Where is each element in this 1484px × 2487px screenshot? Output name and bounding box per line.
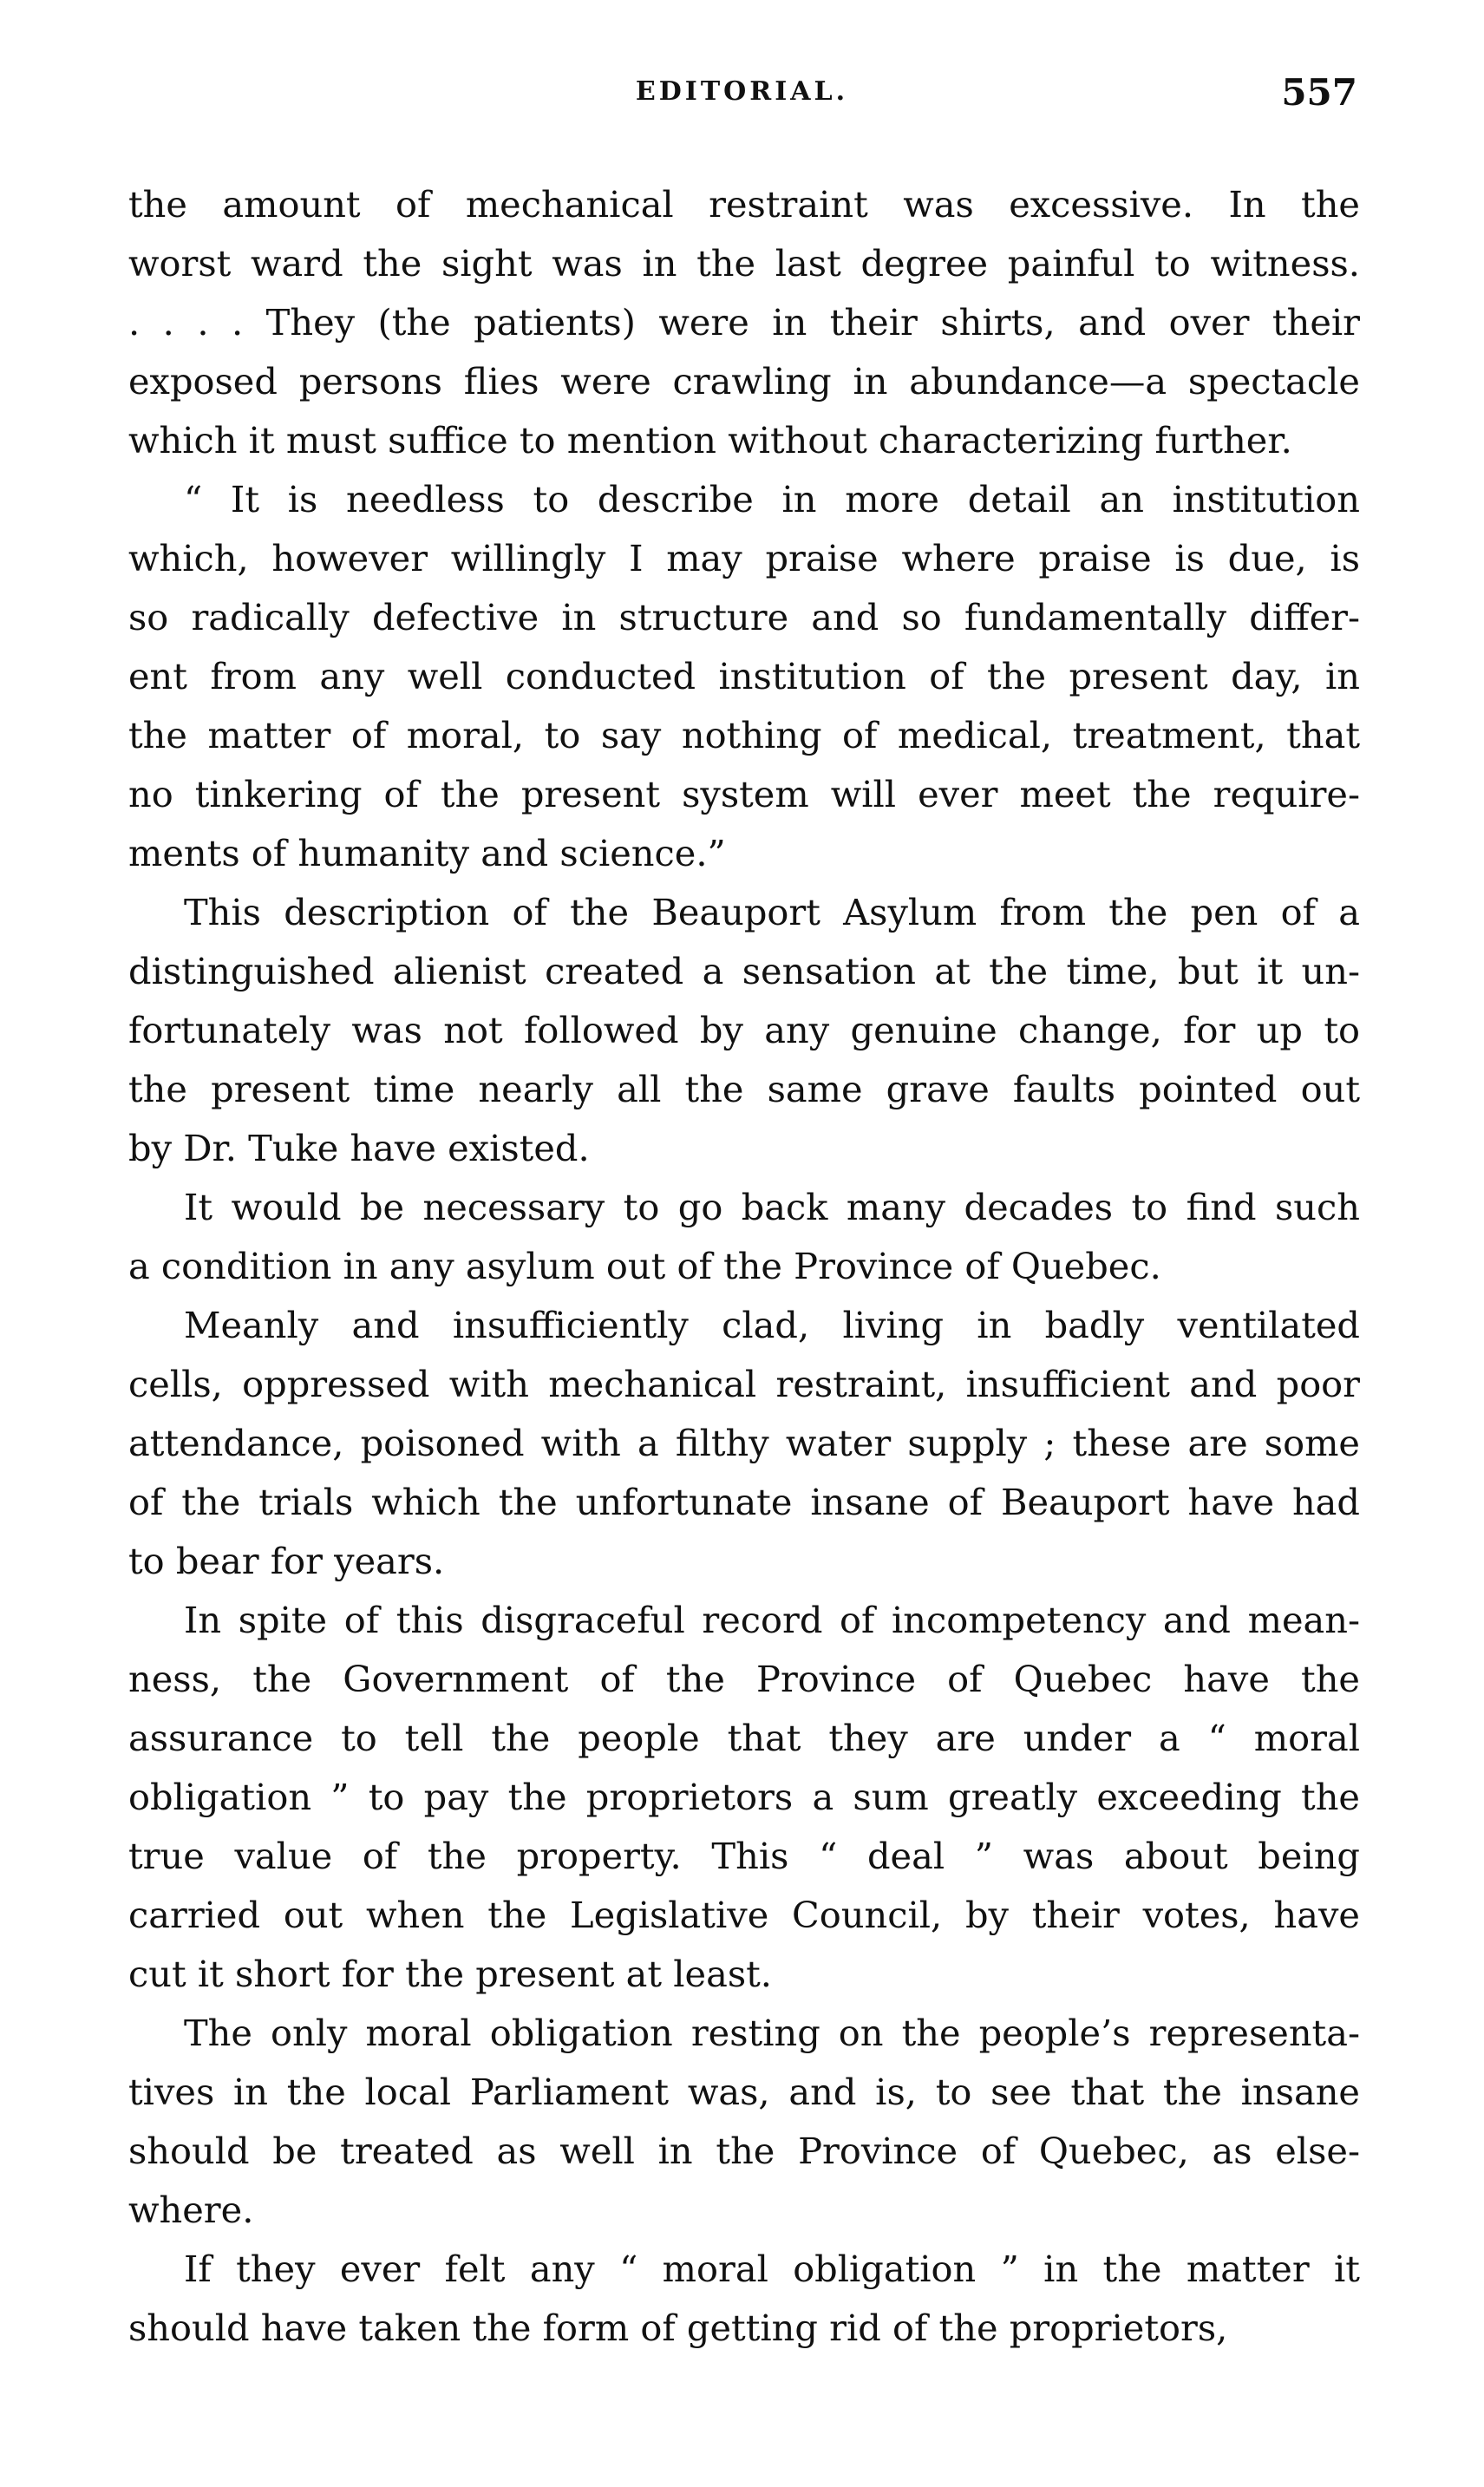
text-line: should be treated as well in the Province of Quebec, as else- — [128, 2130, 1360, 2172]
text-line: Meanly and insufficiently clad, living in badly ventilated — [184, 1304, 1360, 1346]
text-line: the amount of mechanical restraint was excessive. In the — [128, 183, 1360, 226]
running-head-title: EDITORIAL. — [635, 76, 849, 107]
text-line: should have taken the form of getting rid of the proprietors, — [128, 2307, 1228, 2349]
paragraph — [128, 470, 1360, 883]
text-line: so radically defective in structure and so fundamentally differ- — [128, 596, 1360, 638]
text-line: In spite of this disgraceful record of incompetency and mean- — [184, 1599, 1360, 1641]
text-line: If they ever felt any “ moral obligation ” in the matter it — [184, 2248, 1360, 2290]
text-line: attendance, poisoned with a filthy water supply ; these are some — [128, 1422, 1360, 1464]
text-line: true value of the property. This “ deal ” was about being — [128, 1835, 1360, 1877]
text-line: where. — [128, 2189, 254, 2231]
text-line: . . . . They (the patients) were in their shirts, and over their — [128, 301, 1360, 344]
text-line: It would be necessary to go back many decades to find such — [184, 1186, 1360, 1228]
text-line: the present time nearly all the same grave faults pointed out — [128, 1068, 1360, 1110]
text-line: of the trials which the unfortunate insane of Beauport have had — [128, 1481, 1360, 1523]
text-line: fortunately was not followed by any genuine change, for up to — [128, 1009, 1360, 1051]
paragraph — [128, 1178, 1360, 1296]
text-line: cells, oppressed with mechanical restraint, insufficient and poor — [128, 1363, 1360, 1405]
text-line: tives in the local Parliament was, and is, to see that the insane — [128, 2071, 1360, 2113]
text-line: This description of the Beauport Asylum from the pen of a — [184, 891, 1360, 933]
paragraph — [128, 2004, 1360, 2240]
text-line: exposed persons flies were crawling in abundance—a spectacle — [128, 360, 1360, 403]
text-line: ent from any well conducted institution of the present day, in — [128, 655, 1360, 697]
text-line: “ It is needless to describe in more detail an institution — [184, 478, 1360, 520]
text-line: cut it short for the present at least. — [128, 1953, 772, 1995]
text-line: carried out when the Legislative Council, by their votes, have — [128, 1894, 1360, 1936]
text-line: by Dr. Tuke have existed. — [128, 1127, 590, 1169]
paragraph — [128, 1296, 1360, 1591]
text-line: a condition in any asylum out of the Province of Quebec. — [128, 1245, 1161, 1287]
page-number: 557 — [1281, 71, 1357, 114]
text-line: distinguished alienist created a sensation at the time, but it un- — [128, 950, 1360, 992]
text-line: ments of humanity and science.” — [128, 832, 726, 874]
text-line: which, however willingly I may praise where praise is due, is — [128, 537, 1360, 579]
paragraph — [128, 1591, 1360, 2004]
body-text — [128, 175, 1360, 2358]
text-line: which it must suffice to mention without characterizing further. — [128, 419, 1292, 461]
text-line: The only moral obligation resting on the people’s representa- — [184, 2012, 1360, 2054]
text-line: obligation ” to pay the proprietors a sum greatly exceeding the — [128, 1776, 1360, 1818]
text-line: worst ward the sight was in the last degree painful to witness. — [128, 242, 1360, 285]
text-line: no tinkering of the present system will ever meet the require- — [128, 773, 1360, 815]
text-line: to bear for years. — [128, 1540, 445, 1582]
text-line: the matter of moral, to say nothing of medical, treatment, that — [128, 714, 1360, 756]
paragraph — [128, 2240, 1360, 2358]
text-line: ness, the Government of the Province of Quebec have the — [128, 1658, 1360, 1700]
text-line: assurance to tell the people that they are under a “ moral — [128, 1717, 1360, 1759]
running-head — [0, 71, 1484, 128]
paragraph — [128, 883, 1360, 1178]
paragraph — [128, 175, 1360, 470]
